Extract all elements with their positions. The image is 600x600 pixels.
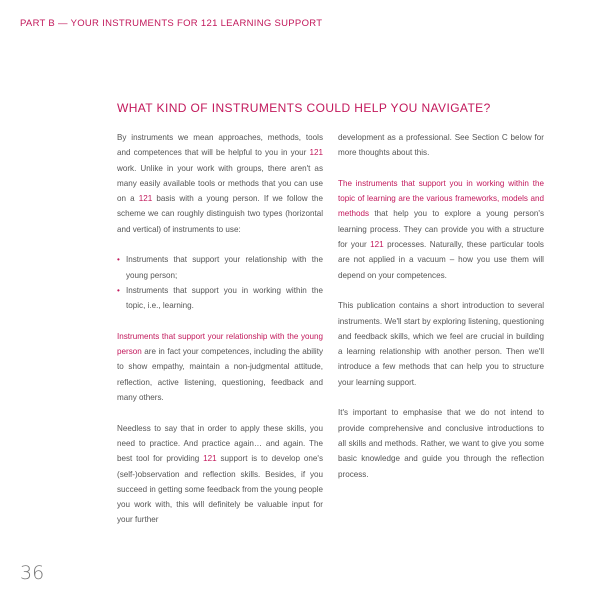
paragraph-development: development as a professional. See Section C below for more thoughts about this.	[338, 133, 544, 158]
left-column	[117, 130, 323, 543]
paragraph-relationship: Instruments that support your relationship with the young person are in fact your competences, including the ability to show empathy, maintain a non-judgmental attitude, reflection, active listening, questioning, feedback and many others.	[117, 331, 323, 403]
running-header: PART B — YOUR INSTRUMENTS FOR 121 LEARNING SUPPORT	[20, 18, 323, 29]
paragraph-topic-instruments: The instruments that support you in working within the topic of learning are the various frameworks, models and methods that help you to explore a young person's learning process. They can provide you with a structure for your 121 processes. Naturally, these particular tools are not applied in a vacuum – how you use them will depend on your competences.	[338, 178, 544, 280]
instrument-types-list	[117, 252, 323, 313]
paragraph-emphasis: It's important to emphasise that we do not intend to provide comprehensive and conclusive introductions to all skills and methods. Rather, we want to give you some basic knowledge and guide you through the reflection process.	[338, 408, 544, 479]
paragraph-intro: By instruments we mean approaches, methods, tools and competences that will be helpful to you in your 121 work. Unlike in your work with groups, there aren't as many easily available tools or methods that you can use on a 121 basis with a young person. If we follow the scheme we can roughly distinguish two types (horizontal and vertical) of instruments to use:	[117, 133, 323, 234]
list-item: • Instruments that support you in working within the topic, i.e., learning.	[117, 283, 323, 314]
paragraph-publication: This publication contains a short introduction to several instruments. We'll start by exploring listening, questioning and feedback skills, which we feel are crucial in building a learning relationship with another person. Then we'll introduce a few methods that can help you to structure your learning support.	[338, 301, 544, 387]
paragraph-practice: Needless to say that in order to apply these skills, you need to practice. And practice again… and again. The best tool for providing 121 support is to develop one's (self-)observation and reflection skills. Besides, if you succeed in getting some feedback from the young people you work with, this will definitely be valuable input for your further	[117, 423, 323, 525]
right-column	[338, 130, 544, 497]
section-title: WHAT KIND OF INSTRUMENTS COULD HELP YOU NAVIGATE?	[117, 101, 491, 115]
page-number: 36	[20, 562, 45, 584]
list-item: • Instruments that support your relationship with the young person;	[117, 252, 323, 283]
